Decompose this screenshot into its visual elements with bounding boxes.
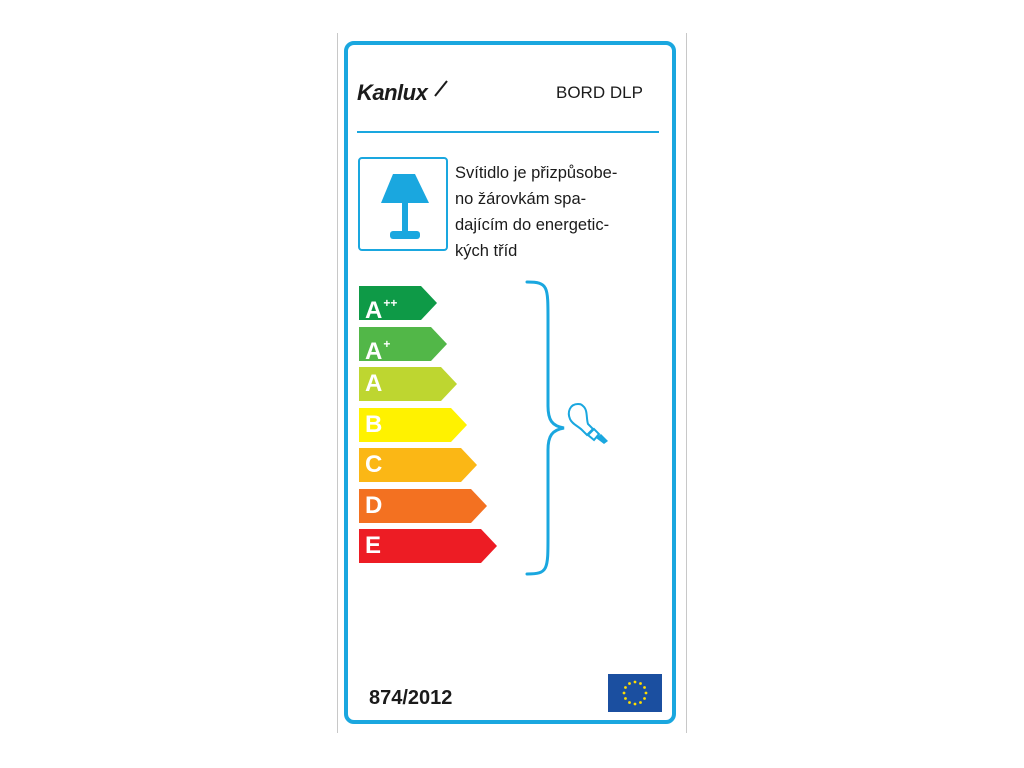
eu-star-icon	[628, 682, 631, 685]
energy-class-a	[359, 367, 457, 401]
energy-class-label	[365, 367, 382, 401]
notice-line: Svítidlo je přizpůsobe-	[455, 164, 618, 182]
light-bulb-icon	[566, 400, 616, 445]
energy-class-e	[359, 529, 497, 563]
energy-class-d	[359, 489, 487, 523]
energy-class-aplusplus	[359, 286, 437, 324]
energy-class-letter: A	[365, 370, 383, 397]
eu-star-icon	[624, 686, 627, 689]
notice-line: dajícím do energetic-	[455, 216, 610, 234]
energy-class-superscript: ++	[383, 296, 398, 310]
energy-class-label	[365, 327, 391, 365]
eu-star-icon	[639, 682, 642, 685]
energy-class-label	[365, 489, 382, 523]
energy-class-letter: B	[365, 410, 383, 438]
energy-class-letter: E	[365, 532, 382, 559]
eu-flag-icon	[608, 674, 662, 712]
model-name: BORD DLP	[556, 83, 643, 102]
eu-star-icon	[634, 681, 637, 684]
energy-class-aplus	[359, 327, 447, 365]
energy-class-c	[359, 448, 477, 482]
energy-class-letter: A	[365, 337, 383, 365]
energy-class-b	[359, 408, 467, 442]
notice-line: no žárovkám spa-	[455, 190, 587, 208]
eu-star-icon	[623, 692, 626, 695]
eu-star-icon	[643, 697, 646, 700]
eu-star-icon	[624, 697, 627, 700]
energy-class-label	[365, 529, 381, 563]
notice-line: kých tříd	[455, 242, 518, 260]
energy-class-label	[365, 408, 382, 442]
energy-class-letter: C	[365, 451, 383, 478]
eu-star-icon	[643, 686, 646, 689]
eu-star-icon	[634, 703, 637, 706]
eu-star-icon	[628, 701, 631, 704]
energy-class-letter: A	[365, 297, 383, 324]
energy-class-letter: D	[365, 491, 383, 519]
energy-class-label	[365, 286, 398, 324]
energy-class-superscript: +	[383, 336, 391, 351]
eu-star-icon	[639, 701, 642, 704]
regulation-number: 874/2012	[369, 687, 453, 709]
brand-logo: Kanlux	[357, 80, 428, 105]
eu-star-icon	[645, 692, 648, 695]
energy-class-label	[365, 448, 382, 482]
